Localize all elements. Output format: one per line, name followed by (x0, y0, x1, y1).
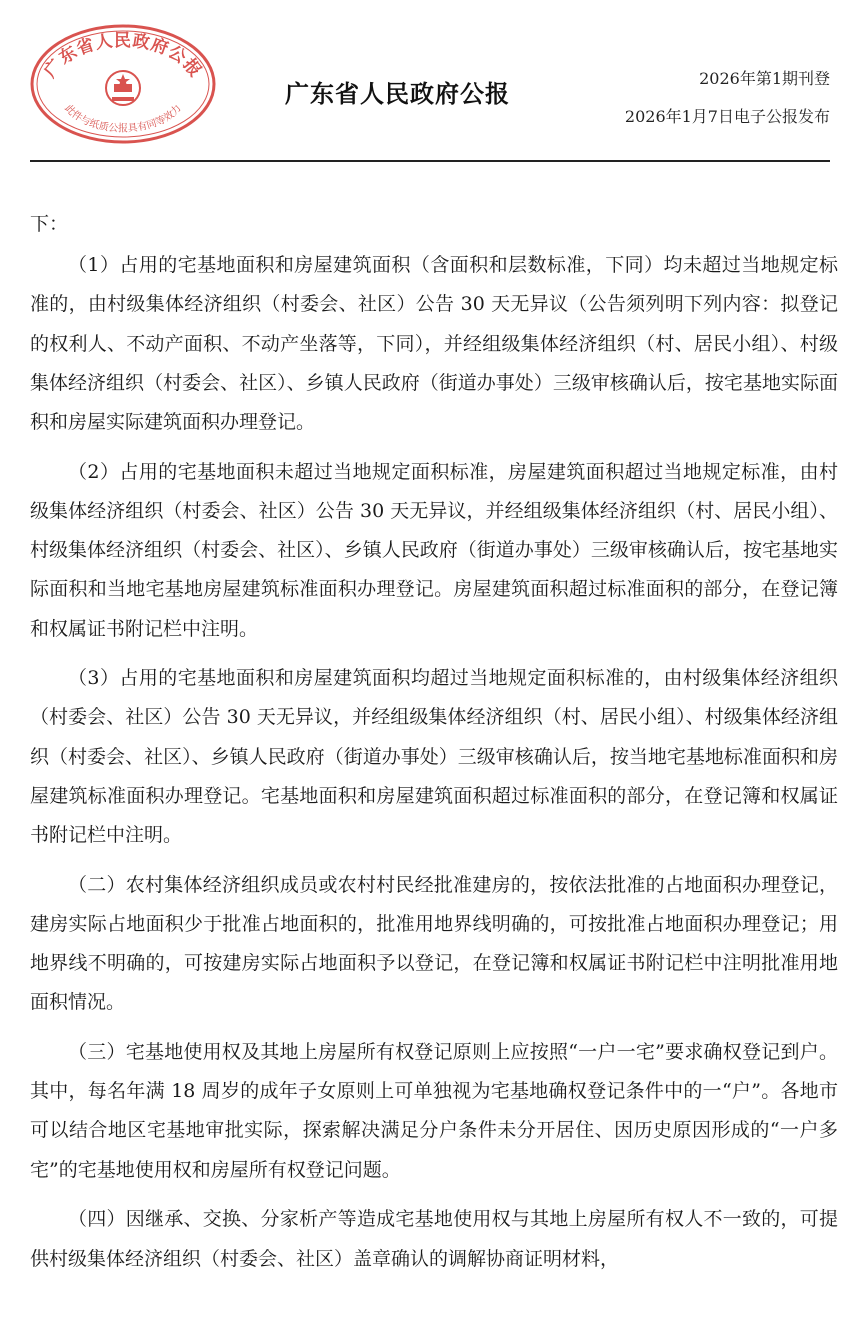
issue-number: 2026年第1期刊登 (699, 69, 830, 88)
paragraph-section-2: （二）农村集体经济组织成员或农村村民经批准建房的，按依法批准的占地面积办理登记，建房实际占地面积少于批准占地面积的，批准用地界线明确的，可按批准占地面积办理登记；用地界线不明确的，可按建房实际占地面积予以登记，在登记簿和权属证书附记栏中注明批准用地面积情况。 (30, 873, 838, 1014)
document-body (30, 205, 838, 1289)
official-seal-stamp (28, 22, 218, 147)
paragraph-item-2: （2）占用的宅基地面积未超过当地规定面积标准，房屋建筑面积超过当地规定标准，由村级集体经济组织（村委会、社区）公告 30 天无异议，并经组级集体经济组织（村、居民小组）、村级集体经济组织（村委会、社区）、乡镇人民政府（街道办事处）三级审核确认后，按宅基地实际面积和当地宅基地房屋建筑标准面积办理登记。房屋建筑面积超过标准面积的部分，在登记簿和权属证书附记栏中注明。 (30, 460, 838, 640)
paragraph-section-4: （四）因继承、交换、分家析产等造成宅基地使用权与其地上房屋所有权人不一致的，可提供村级集体经济组织（村委会、社区）盖章确认的调解协商证明材料， (30, 1208, 838, 1270)
header-divider (30, 160, 830, 162)
gazette-title: 广东省人民政府公报 (285, 80, 510, 108)
paragraph-section-3: （三）宅基地使用权及其地上房屋所有权登记原则上应按照“一户一宅”要求确权登记到户。其中，每名年满 18 周岁的成年子女原则上可单独视为宅基地确权登记条件中的一“户”。各地市可以结合地区宅基地审批实际，探索解决满足分户条件未分开居住、因历史原因形成的“一户多宅”的宅基地使用权和房屋所有权登记问题。 (30, 1041, 838, 1181)
national-emblem-icon (106, 71, 140, 105)
paragraph-continuation: 下： (30, 213, 69, 235)
svg-text:广东省人民政府公报: 广东省人民政府公报 (40, 31, 206, 82)
issue-info (625, 60, 830, 136)
paragraph-item-1: （1）占用的宅基地面积和房屋建筑面积（含面积和层数标准，下同）均未超过当地规定标准的，由村级集体经济组织（村委会、社区）公告 30 天无异议（公告须列明下列内容：拟登记的权利人、不动产面积、不动产坐落等，下同），并经组级集体经济组织（村、居民小组）、村级集体经济组织（村委会、社区）、乡镇人民政府（街道办事处）三级审核确认后，按宅基地实际面积和房屋实际建筑面积办理登记。 (30, 254, 838, 434)
release-date: 2026年1月7日电子公报发布 (624, 107, 830, 126)
paragraph-item-3: （3）占用的宅基地面积和房屋建筑面积均超过当地规定面积标准的，由村级集体经济组织（村委会、社区）公告 30 天无异议，并经组级集体经济组织（村、居民小组）、村级集体经济组织（村委会、社区）、乡镇人民政府（街道办事处）三级审核确认后，按当地宅基地标准面积和房屋建筑标准面积办理登记。宅基地面积和房屋建筑面积超过标准面积的部分，在登记簿和权属证书附记栏中注明。 (30, 667, 838, 847)
svg-text:此件与纸质公报具有同等效力: 此件与纸质公报具有同等效力 (62, 102, 184, 135)
document-header (0, 0, 852, 170)
